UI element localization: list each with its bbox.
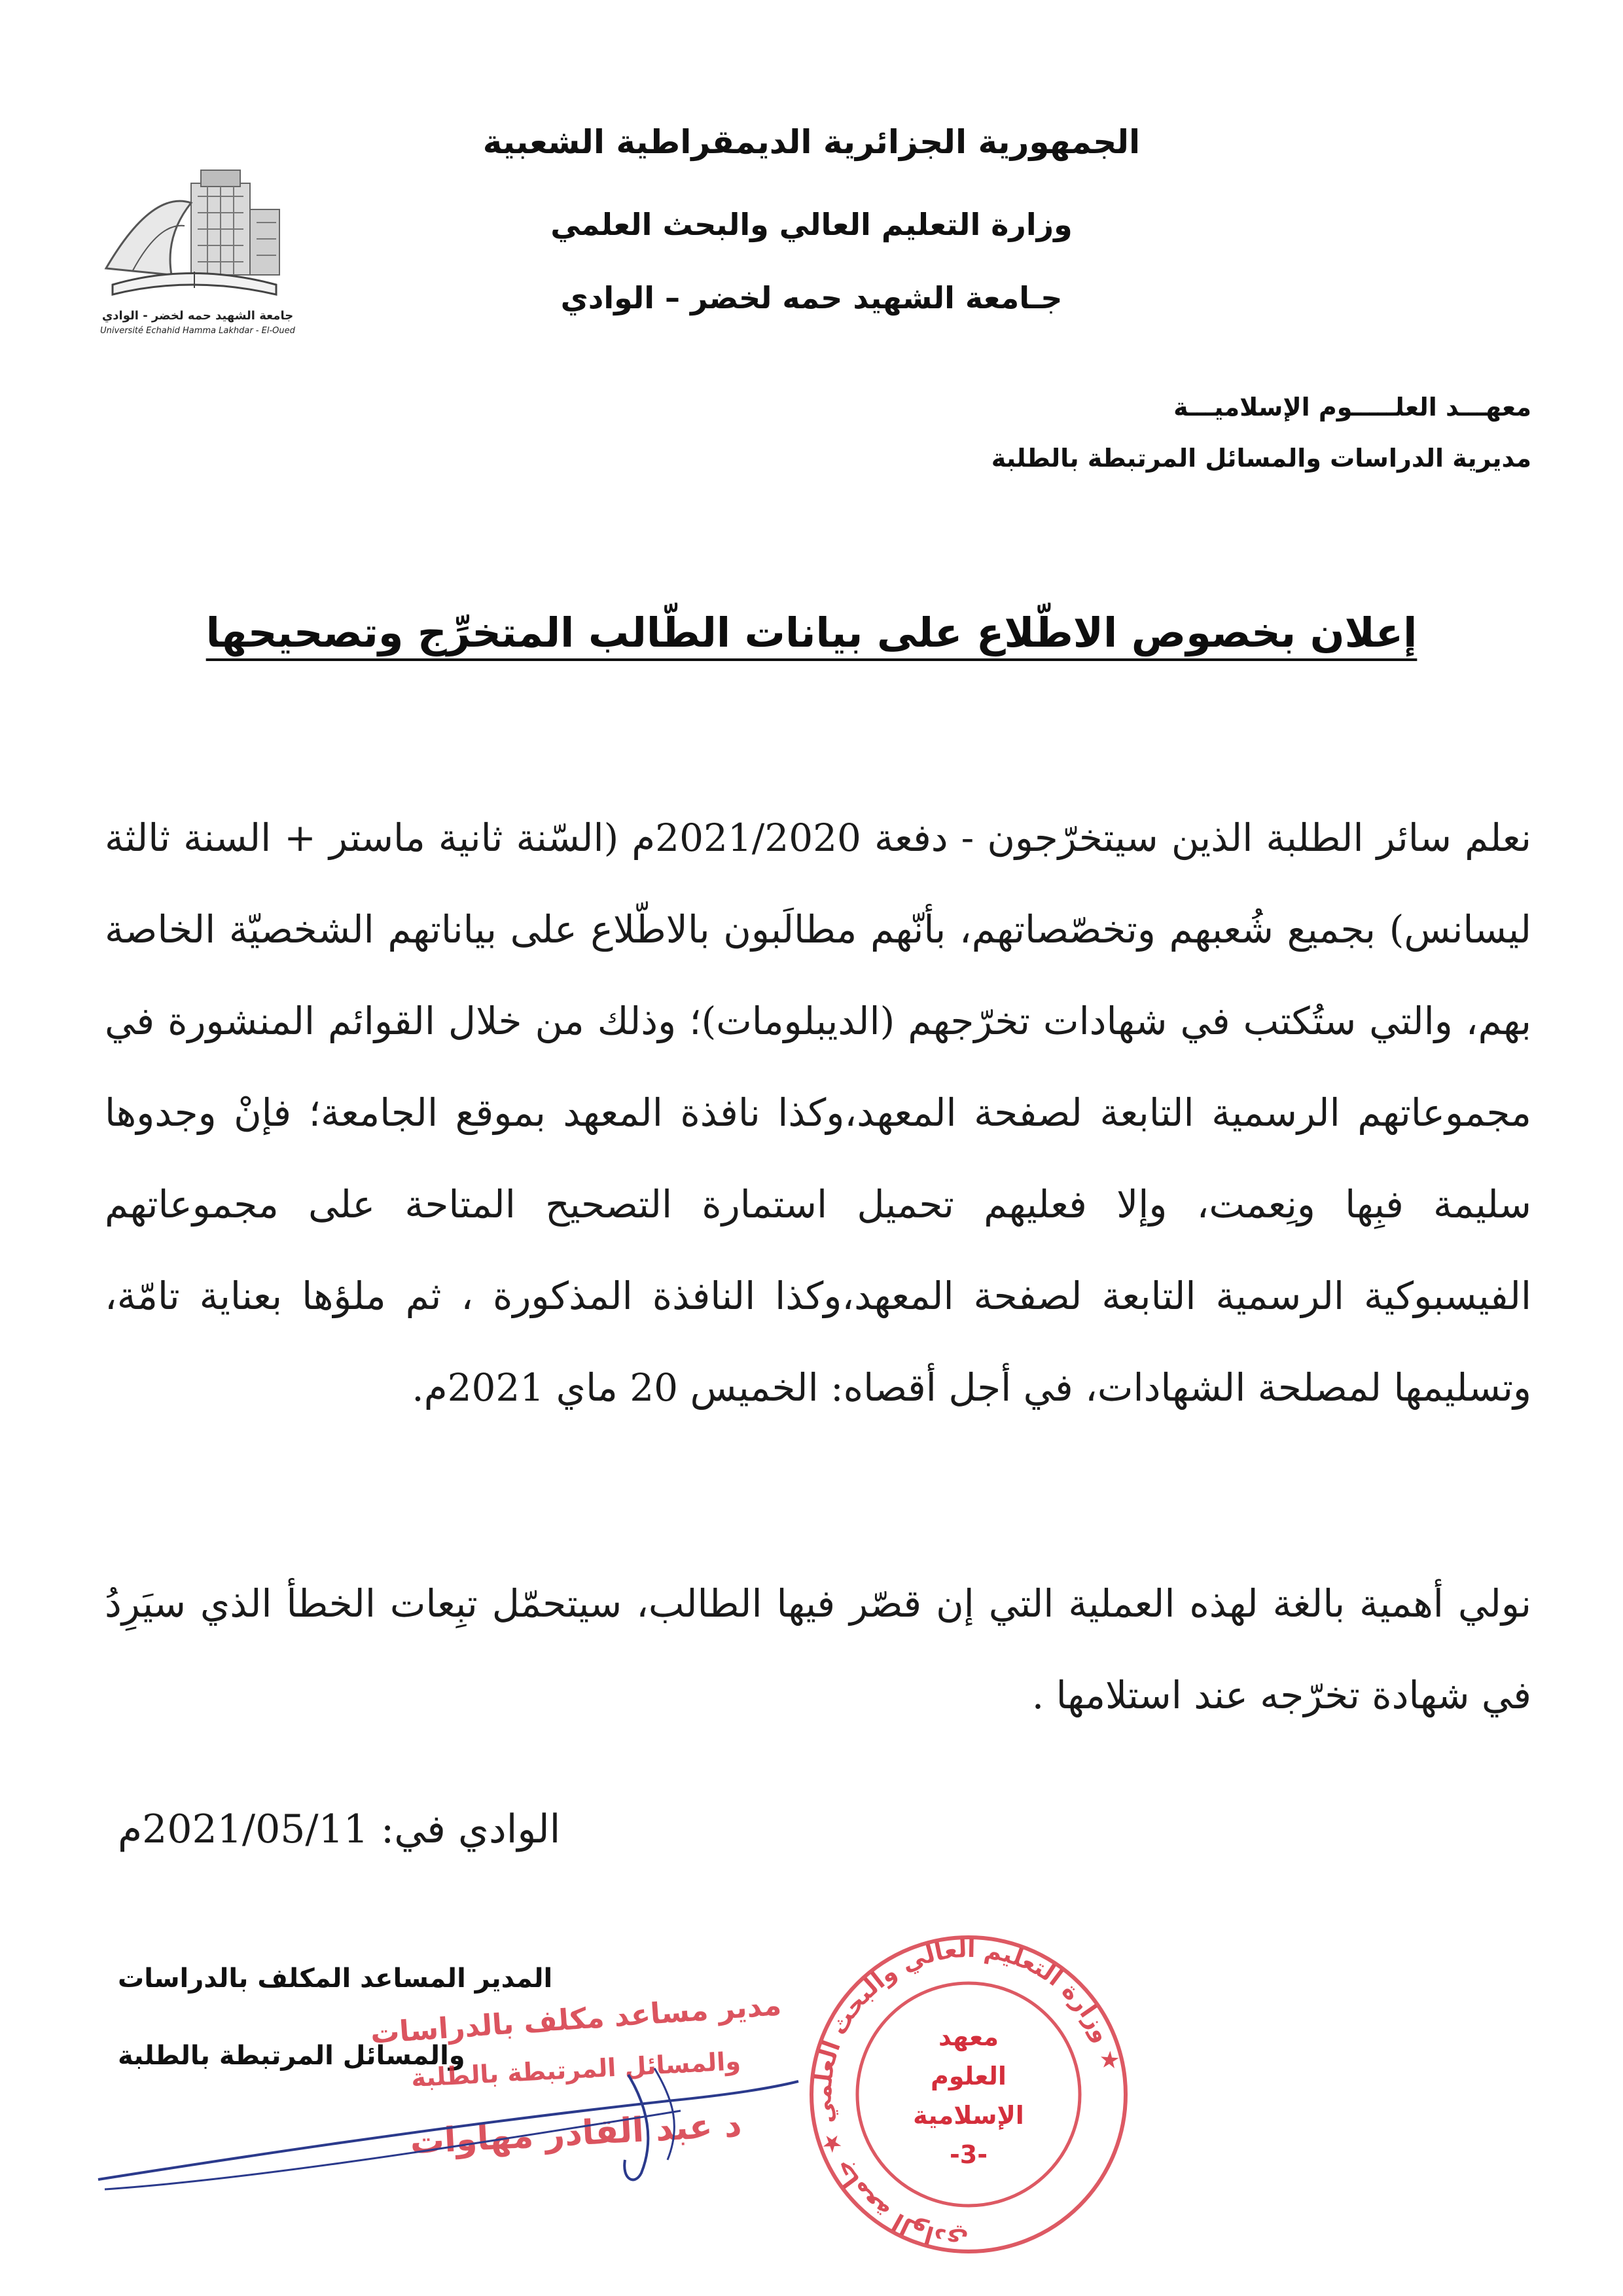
round-stamp-line-3: الإسلامية — [913, 2101, 1024, 2130]
directorate-name: مديرية الدراسات والمسائل المرتبطة بالطلبة — [991, 444, 1531, 473]
stamp-line-1: مدير مساعد مكلف بالدراسات — [369, 1988, 783, 2051]
announcement-title-text: إعلان بخصوص الاطّلاع على بيانات الطّالب المتخرِّج وتصحيحها — [205, 609, 1418, 656]
announcement-title — [118, 609, 1505, 656]
body-paragraph-1: نعلم سائر الطلبة الذين سيتخرّجون - دفعة 2021/2020م (السّنة ثانية ماستر + السنة ثالثة ليسانس) بجميع شُعبهم وتخصّصاتهم، بأنّهم مطالَبون بالاطّلاع على بياناتهم الشخصيّة الخاصة بهم، والتي ستُكتب في شهادات تخرّجهم (الديبلومات)؛ وذلك من خلال القوائم المنشورة في مجموعاتهم الرسمية التابعة لصفحة المعهد،وكذا نافذة المعهد بموقع الجامعة؛ فإنْ وجدوها سليمة فبِها ونِعمت، وإلا فعليهم تحميل استمارة التصحيح المتاحة على مجموعاتهم الفيسبوكية الرسمية التابعة لصفحة المعهد،وكذا النافذة المذكورة ، ثم ملؤها بعناية تامّة، وتسليمها لمصلحة الشهادات، في أجل أقصاه: الخميس 20 ماي 2021م. — [105, 816, 1531, 1410]
header-ministry: وزارة التعليم العالي والبحث العلمي — [550, 207, 1073, 242]
signature-scribble-icon — [92, 2049, 812, 2219]
body-paragraph-2: نولي أهمية بالغة لهذه العملية التي إن قصّر فيها الطالب، سيتحمّل تبِعات الخطأ الذي سيَرِدُ في شهادة تخرّجه عند استلامها . — [105, 1581, 1531, 1717]
round-stamp-ring-text: وزارة التعليم العالي والبحث العلمي ★ جامعة الوادي ★ — [810, 1935, 1126, 2253]
signatory-title-line-2: والمسائل المرتبطة بالطلبة — [118, 2041, 465, 2071]
place-and-date: الوادي في: 2021/05/11م — [118, 1806, 561, 1852]
stamp-signer-name: د عبد القادر مهاوات — [409, 2105, 743, 2162]
header-university: جـامعة الشهيد حمه لخضر – الوادي — [560, 280, 1063, 315]
round-stamp-line-1: معهد — [938, 2022, 999, 2051]
round-stamp-line-2: العلوم — [931, 2062, 1007, 2090]
round-stamp-number: -3- — [949, 2140, 988, 2169]
university-building-icon — [93, 164, 302, 308]
round-stamp-icon — [785, 1924, 1152, 2265]
header-republic: الجمهورية الجزائرية الديمقراطية الشعبية — [482, 123, 1141, 161]
logo-caption-french: Université Echahid Hamma Lakhdar - El-Oued — [100, 326, 295, 336]
university-logo — [73, 164, 322, 353]
logo-caption-arabic: جامعة الشهيد حمه لخضر - الوادي — [101, 309, 294, 323]
stamp-line-2: والمسائل المرتبطة بالطلبة — [410, 2046, 741, 2093]
signatory-title-line-1: المدير المساعد المكلف بالدراسات — [118, 1964, 553, 1994]
round-official-stamp — [785, 1924, 1152, 2265]
institute-name: معهـــد العلـــــوم الإسلاميـــة — [1173, 393, 1531, 422]
handwritten-signature — [92, 2049, 812, 2221]
